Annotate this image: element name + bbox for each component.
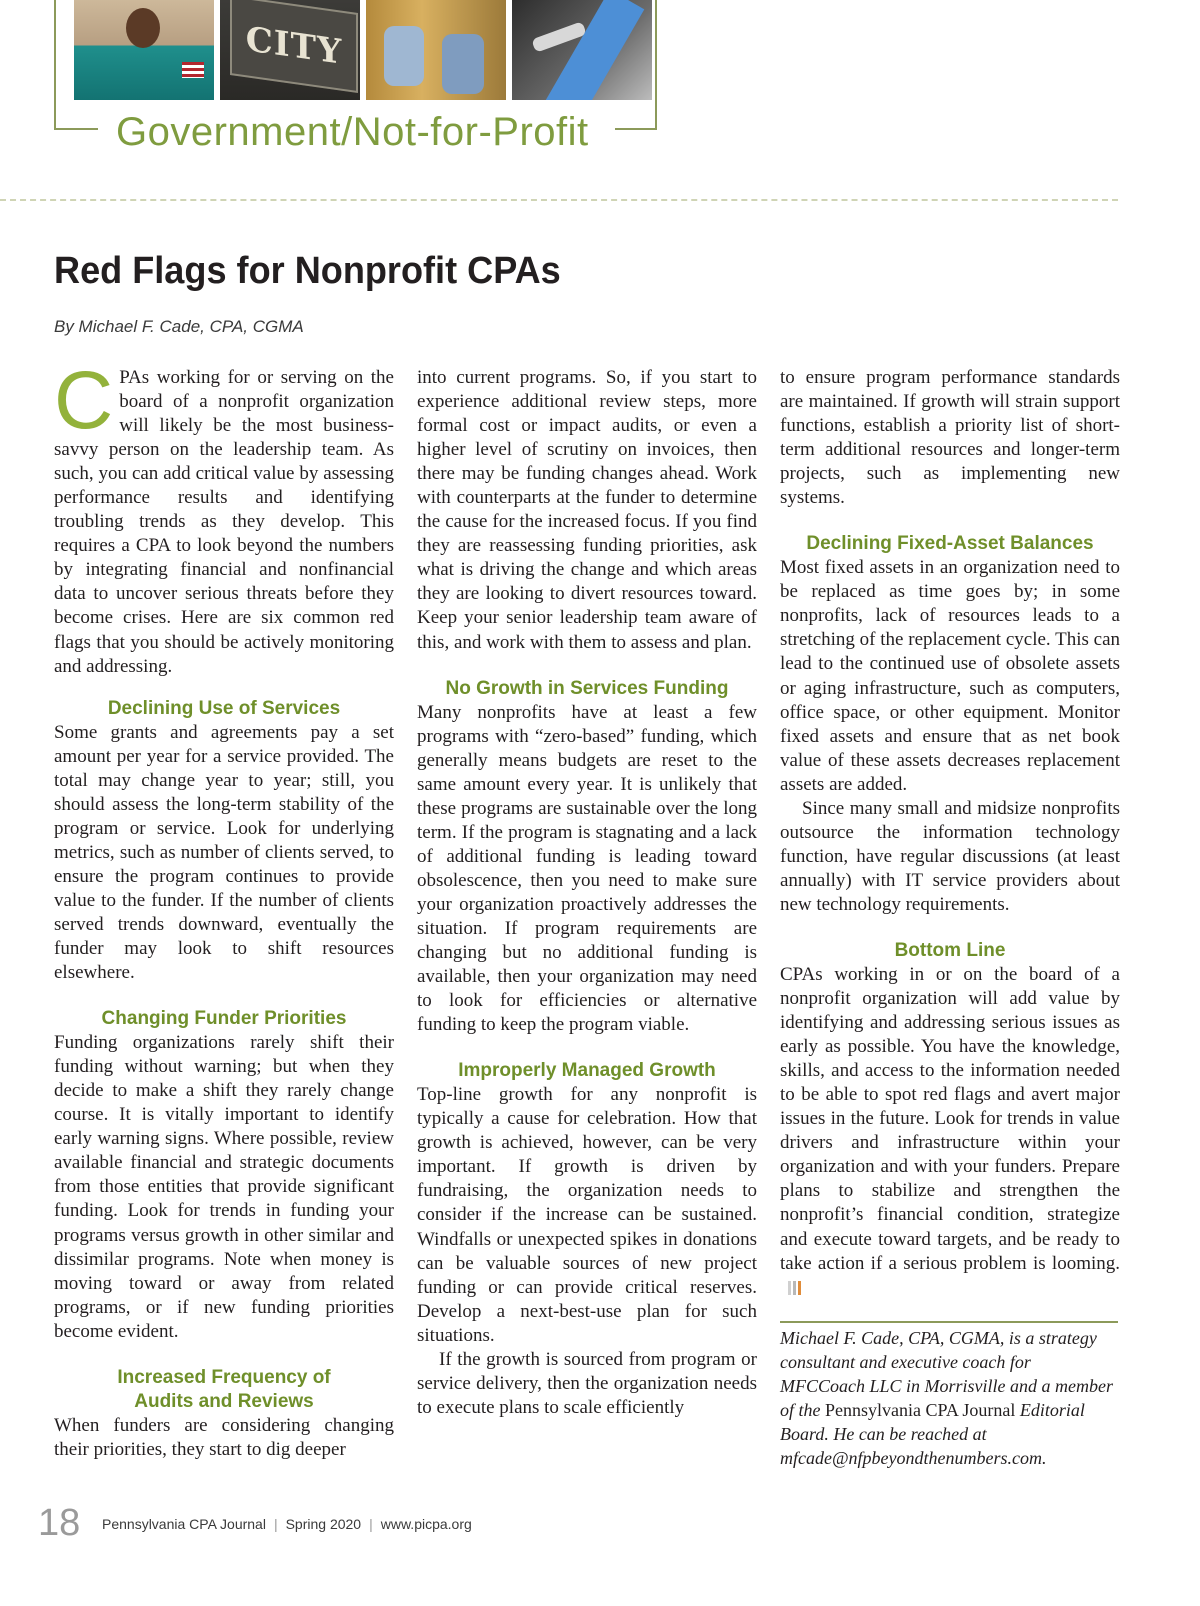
bio-text: Editorial Board. He can be reached at mfcade@nfpbeyondthenumbers.com. [780, 1400, 1085, 1468]
header-frame-bottom [615, 128, 657, 130]
section-heading: Changing Funder Priorities [101, 1008, 347, 1030]
body-paragraph: Some grants and agreements pay a set amount per year for a service provided. The total may change year to year; still, you should assess the long-term stability of the program or service. Look for underlying metrics, such as number of clients served, to ensure the program continues to provide value to the funder. If the number of clients served trends downward, eventually the funder may look to shift resources elsewhere. [54, 721, 394, 984]
bio-divider [780, 1321, 1118, 1323]
body-paragraph [780, 963, 1120, 1300]
ribbon-cutting-photo [512, 0, 652, 100]
article-column-1 [54, 355, 394, 1462]
journal-name: Pennsylvania CPA Journal [825, 1400, 1016, 1420]
bio-text: Michael F. Cade, CPA, CGMA, is a strategy consultant and executive coach for MFCCoach LLC in Morrisville and a member of the [780, 1328, 1113, 1420]
body-paragraph: to ensure program performance standards are maintained. If growth will strain support functions, establish a priority list of short-term additional resources and longer-term projects, such as implementing new systems. [780, 367, 1120, 509]
body-paragraph: When funders are considering changing their priorities, they start to dig deeper [54, 1414, 394, 1460]
section-heading: Bottom Line [894, 939, 1006, 961]
intro-paragraph [54, 355, 394, 679]
section-heading [54, 1366, 394, 1414]
page-footer [102, 1514, 472, 1534]
page-number: 18 [38, 1502, 81, 1544]
body-paragraph: If the growth is sourced from program or service delivery, then the organization needs to execute plans to scale efficiently [417, 1348, 757, 1418]
author-bio [780, 1326, 1120, 1470]
footer-separator: | [369, 1516, 373, 1532]
worker-figure [442, 34, 484, 94]
article-column-3 [780, 366, 1120, 1300]
dashed-divider [0, 199, 1118, 201]
header-frame-bottom [54, 128, 98, 130]
article-title: Red Flags for Nonprofit CPAs [54, 250, 561, 292]
header-frame-left [54, 0, 56, 130]
speaker-figure [126, 8, 160, 48]
section-label: Government/Not-for-Profit [116, 110, 589, 154]
flag-icon [182, 62, 204, 78]
conclusion-text: CPAs working in or on the board of a nonprofit organization will add value by identifying and addressing serious issues as early as possible. You have the knowledge, skills, and access to the information needed to be able to spot red flags and avert major issues in the future. Look for trends in value drivers and infrastructure within your organization and with your funders. Prepare plans to stabilize and strengthen the nonprofit’s financial condition, strategize and execute toward targets, and be ready to take action if a serious problem is looming. [780, 963, 1120, 1274]
intro-text: PAs working for or serving on the board of a nonprofit organization will likely be the most business-savvy person on the leadership team. As such, you can add critical value by assessing performance results and identifying troubling trends as they develop. This requires a CPA to look beyond the numbers by integrating financial and nonfinancial data to uncover serious threats before they become crises. Here are six common red flags that you should be actively monitoring and addressing. [54, 367, 394, 677]
header-frame-right [655, 0, 657, 130]
website-link[interactable]: www.picpa.org [380, 1516, 472, 1532]
body-paragraph: into current programs. So, if you start to experience additional review steps, more formal cost or impact audits, or even a higher level of scrutiny on invoices, then there may be funding changes ahead. Work with counterparts at the funder to determine the cause for the increased focus. If you find they are reassessing funding priorities, ask what is driving the change and which areas they are looking to divert resources toward. Keep your senior leadership team aware of this, and work with them to assess and plan. [417, 367, 757, 653]
publication-name: Pennsylvania CPA Journal [102, 1516, 266, 1532]
article-column-2 [417, 366, 757, 1420]
city-hall-photo [220, 0, 360, 100]
speaker-photo [74, 0, 214, 100]
section-heading-line: Increased Frequency of [117, 1366, 331, 1388]
body-paragraph: Many nonprofits have at least a few programs with “zero-based” funding, which generally means budgets are reset to the same amount every year. It is unlikely that these programs are sustainable over the long term. If the program is stagnating and a lack of additional funding is leading toward obsolescence, then you need to make sure your organization proactively addresses the situation. If program requirements are changing but no additional funding is available, then your organization may need to look for efficiencies or alternative funding to keep the program viable. [417, 701, 757, 1036]
section-heading: Declining Fixed-Asset Balances [806, 533, 1094, 555]
end-of-article-icon [788, 1281, 804, 1295]
section-heading: Declining Use of Services [107, 697, 341, 719]
body-paragraph: Funding organizations rarely shift their funding without warning; but when they decide to make a shift they rarely change course. It is vitally important to identify early warning signs. Where possible, review available financial and strategic documents from those entities that provide significant funding. Look for trends in funding your programs versus growth in other similar and dissimilar programs. Note when money is moving toward or away from related programs, or if new funding priorities become evident. [54, 1032, 394, 1342]
body-paragraph: Most fixed assets in an organization need to be replaced as time goes by; in some nonprofits, lack of resources leads to a stretching of the replacement cycle. This can lead to the continued use of obsolete assets or aging infrastructure, such as computers, office space, or other equipment. Monitor fixed assets and ensure that as net book value of these assets decreases replacement assets are added. [780, 557, 1120, 795]
drop-cap: C [54, 355, 114, 446]
section-heading: No Growth in Services Funding [445, 677, 729, 699]
ribbon-shape [540, 0, 645, 100]
city-hall-sign: CITY [230, 0, 358, 93]
article-byline: By Michael F. Cade, CPA, CGMA [54, 317, 304, 336]
footer-separator: | [273, 1516, 278, 1532]
header-photo-strip [74, 0, 652, 100]
worker-figure [384, 26, 424, 86]
issue-label: Spring 2020 [285, 1516, 362, 1532]
section-heading: Improperly Managed Growth [458, 1060, 716, 1082]
body-paragraph: Top-line growth for any nonprofit is typically a cause for celebration. How that growth is achieved, however, can be very important. If growth is driven by fundraising, the organization needs to consider if the increase can be sustained. Windfalls or unexpected spikes in donations can be valuable sources of new project funding or can provide critical reserves. Develop a next-best-use plan for such situations. [417, 1084, 757, 1346]
workers-photo [366, 0, 506, 100]
section-heading-line: Audits and Reviews [134, 1390, 314, 1412]
body-paragraph: Since many small and midsize nonprofits outsource the information technology function, have regular discussions (at least annually) with IT service providers about new technology requirements. [780, 797, 1120, 915]
